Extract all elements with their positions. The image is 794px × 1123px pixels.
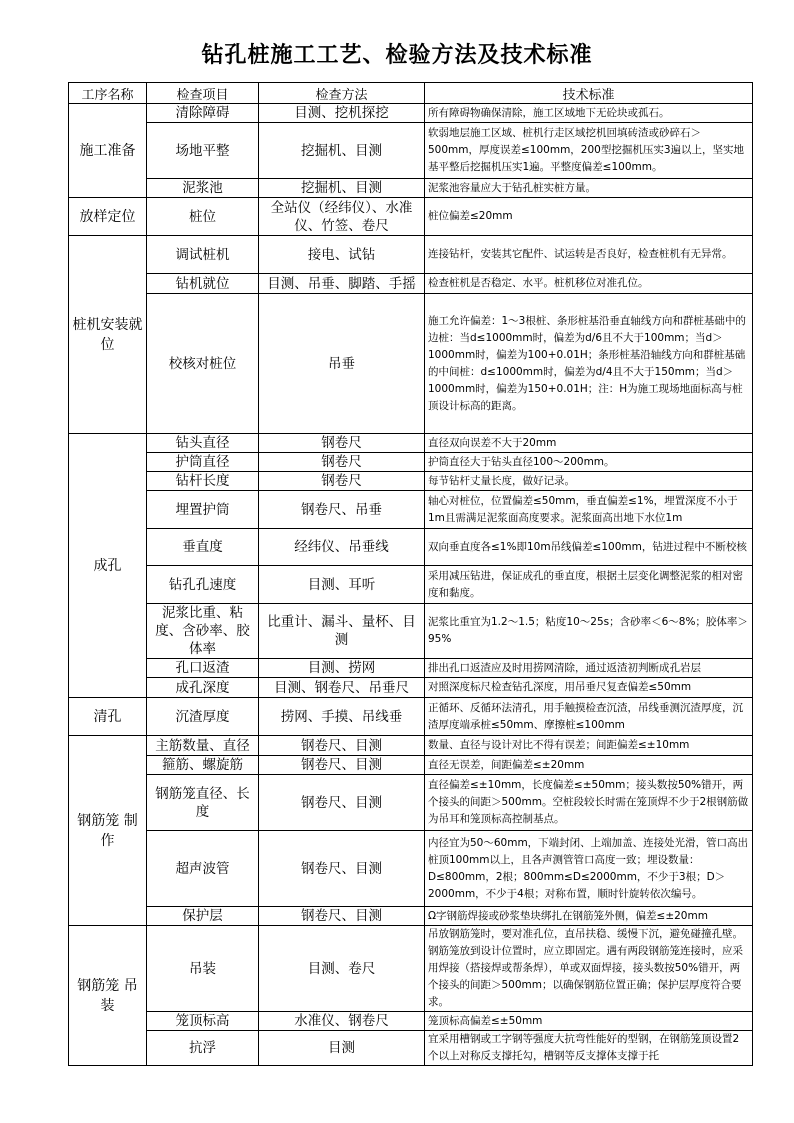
technical-standard-cell: 宜采用槽钢或工字钢等强度大抗弯性能好的型钢，在钢筋笼顶设置2个以上对称反支撑托勾，槽钢等反支撑体支撑于托 xyxy=(425,1031,753,1066)
check-item-cell: 校核对桩位 xyxy=(147,294,259,434)
technical-standard-cell: 检查桩机是否稳定、水平。桩机移位对准孔位。 xyxy=(425,274,753,294)
check-method-cell: 接电、试钻 xyxy=(259,236,425,274)
technical-standard-cell: 连接钻杆，安装其它配件、试运转是否良好，检查桩机有无异常。 xyxy=(425,236,753,274)
check-method-cell: 挖掘机、目测 xyxy=(259,123,425,179)
technical-standard-cell: 施工允许偏差：1～3根桩、条形桩基沿垂直轴线方向和群桩基础中的边桩：当d≤1000mm时，偏差为d/6且不大于100mm；当d＞1000mm时，偏差为100+0.01H；条形桩基沿轴线方向和群桩基础的中间桩：d≤1000mm时，偏差为d/4且不大于150mm；当d＞1000mm时，偏差为150+0.01H；注：H为施工现场地面标高与桩顶设计标高的距离。 xyxy=(425,294,753,434)
table-row xyxy=(69,453,753,472)
table-row xyxy=(69,907,753,926)
check-method-cell: 水准仪、钢卷尺 xyxy=(259,1012,425,1031)
table-row xyxy=(69,604,753,659)
process-name-cell: 钢筋笼 制作 xyxy=(69,736,147,926)
technical-standard-cell: 吊放钢筋笼时，要对准孔位，直吊扶稳、缓慢下沉，避免碰撞孔壁。钢筋笼放到设计位置时，应立即固定。遇有两段钢筋笼连接时，应采用焊接（搭接焊或帮条焊），单或双面焊接，接头数按50%错开，两个接头的间距＞500mm；以确保钢筋位置正确；保护层厚度符合要求。 xyxy=(425,926,753,1012)
check-method-cell: 目测、吊垂、脚踏、手摇 xyxy=(259,274,425,294)
check-item-cell: 垂直度 xyxy=(147,529,259,566)
technical-standard-cell: 对照深度标尺检查钻孔深度，用吊垂尺复查偏差≤50mm xyxy=(425,678,753,698)
document-title: 钻孔桩施工工艺、检验方法及技术标准 xyxy=(201,42,593,68)
technical-standard-cell: 桩位偏差≤20mm xyxy=(425,198,753,236)
check-item-cell: 钻杆长度 xyxy=(147,472,259,491)
check-method-cell: 目测、钢卷尺、吊垂尺 xyxy=(259,678,425,698)
table-row xyxy=(69,1031,753,1066)
check-method-cell: 钢卷尺、目测 xyxy=(259,831,425,907)
inspection-table xyxy=(68,82,753,1066)
process-name-cell: 桩机安装就位 xyxy=(69,236,147,434)
process-name-cell: 放样定位 xyxy=(69,198,147,236)
check-item-cell: 笼顶标高 xyxy=(147,1012,259,1031)
table-row xyxy=(69,756,753,775)
technical-standard-cell: 排出孔口返渣应及时用捞网清除，通过返渣初判断成孔岩层 xyxy=(425,659,753,678)
technical-standard-cell: 笼顶标高偏差≤±50mm xyxy=(425,1012,753,1031)
process-name-cell: 施工准备 xyxy=(69,104,147,198)
check-item-cell: 泥浆比重、粘度、含砂率、胶体率 xyxy=(147,604,259,659)
check-item-cell: 埋置护筒 xyxy=(147,491,259,529)
check-method-cell: 全站仪（经纬仪）、水准仪、竹签、卷尺 xyxy=(259,198,425,236)
check-method-cell: 比重计、漏斗、量杯、目测 xyxy=(259,604,425,659)
table-row xyxy=(69,434,753,453)
check-method-cell: 目测、捞网 xyxy=(259,659,425,678)
header-standard: 技术标准 xyxy=(425,83,753,104)
check-method-cell: 钢卷尺 xyxy=(259,472,425,491)
check-item-cell: 成孔深度 xyxy=(147,678,259,698)
check-method-cell: 钢卷尺、目测 xyxy=(259,907,425,926)
check-item-cell: 保护层 xyxy=(147,907,259,926)
check-item-cell: 泥浆池 xyxy=(147,179,259,198)
technical-standard-cell: 直径双向误差不大于20mm xyxy=(425,434,753,453)
table-row xyxy=(69,831,753,907)
technical-standard-cell: Ω字钢筋焊接或砂浆垫块绑扎在钢筋笼外侧，偏差≤±20mm xyxy=(425,907,753,926)
process-name-cell: 钢筋笼 吊装 xyxy=(69,926,147,1066)
check-method-cell: 吊垂 xyxy=(259,294,425,434)
process-name-cell: 清孔 xyxy=(69,698,147,736)
check-method-cell: 捞网、手摸、吊线垂 xyxy=(259,698,425,736)
check-item-cell: 孔口返渣 xyxy=(147,659,259,678)
check-item-cell: 主筋数量、直径 xyxy=(147,736,259,756)
technical-standard-cell: 双向垂直度各≤1%即10m吊线偏差≤100mm，钻进过程中不断校核 xyxy=(425,529,753,566)
table-row xyxy=(69,123,753,179)
table-row xyxy=(69,698,753,736)
header-row xyxy=(69,83,753,104)
table-row xyxy=(69,566,753,604)
check-method-cell: 钢卷尺 xyxy=(259,453,425,472)
check-item-cell: 钢筋笼直径、长度 xyxy=(147,775,259,831)
table-row xyxy=(69,736,753,756)
check-item-cell: 桩位 xyxy=(147,198,259,236)
check-method-cell: 钢卷尺、吊垂 xyxy=(259,491,425,529)
check-method-cell: 目测、挖机探挖 xyxy=(259,104,425,123)
check-method-cell: 目测、卷尺 xyxy=(259,926,425,1012)
table-row xyxy=(69,236,753,274)
table-row xyxy=(69,659,753,678)
check-method-cell: 目测 xyxy=(259,1031,425,1066)
table-row xyxy=(69,179,753,198)
table-row xyxy=(69,529,753,566)
check-item-cell: 抗浮 xyxy=(147,1031,259,1066)
check-item-cell: 场地平整 xyxy=(147,123,259,179)
technical-standard-cell: 软弱地层施工区域、桩机行走区域挖机回填砖渣或砂碎石＞500mm，厚度误差≤100mm，200型挖掘机压实3遍以上，坚实地基平整后挖掘机压实1遍。平整度偏差≤100mm。 xyxy=(425,123,753,179)
technical-standard-cell: 内径宜为50～60mm，下端封闭、上端加盖、连接处光滑，管口高出桩顶100mm以上，且各声测管管口高度一致；埋设数量：D≤800mm，2根；800mm≤D≤2000mm，不少于3根；D＞2000mm，不少于4根；对称布置，顺时针旋转依次编号。 xyxy=(425,831,753,907)
check-item-cell: 清除障碍 xyxy=(147,104,259,123)
technical-standard-cell: 所有障碍物确保清除，施工区域地下无砼块或孤石。 xyxy=(425,104,753,123)
table-row xyxy=(69,198,753,236)
table-row xyxy=(69,678,753,698)
table-row xyxy=(69,294,753,434)
technical-standard-cell: 采用减压钻进，保证成孔的垂直度，根据土层变化调整泥浆的相对密度和黏度。 xyxy=(425,566,753,604)
check-item-cell: 调试桩机 xyxy=(147,236,259,274)
technical-standard-cell: 泥浆池容量应大于钻孔桩实桩方量。 xyxy=(425,179,753,198)
table-row xyxy=(69,1012,753,1031)
check-method-cell: 钢卷尺 xyxy=(259,434,425,453)
process-name-cell: 成孔 xyxy=(69,434,147,698)
technical-standard-cell: 泥浆比重宜为1.2～1.5；粘度10～25s；含砂率＜6～8%；胶体率＞95% xyxy=(425,604,753,659)
table-row xyxy=(69,274,753,294)
technical-standard-cell: 数量、直径与设计对比不得有误差；间距偏差≤±10mm xyxy=(425,736,753,756)
check-item-cell: 吊装 xyxy=(147,926,259,1012)
technical-standard-cell: 直径无误差，间距偏差≤±20mm xyxy=(425,756,753,775)
table-body xyxy=(69,104,753,1066)
check-method-cell: 钢卷尺、目测 xyxy=(259,775,425,831)
check-method-cell: 经纬仪、吊垂线 xyxy=(259,529,425,566)
check-method-cell: 挖掘机、目测 xyxy=(259,179,425,198)
header-method: 检查方法 xyxy=(259,83,425,104)
check-item-cell: 沉渣厚度 xyxy=(147,698,259,736)
check-method-cell: 钢卷尺、目测 xyxy=(259,756,425,775)
technical-standard-cell: 直径偏差≤±10mm，长度偏差≤±50mm；接头数按50%错开，两个接头的间距＞500mm。空桩段较长时需在笼顶焊不少于2根钢筋做为吊耳和笼顶标高控制基点。 xyxy=(425,775,753,831)
header-process: 工序名称 xyxy=(69,83,147,104)
technical-standard-cell: 轴心对桩位，位置偏差≤50mm，垂直偏差≤1%，埋置深度不小于1m且需满足泥浆面高度要求。泥浆面高出地下水位1m xyxy=(425,491,753,529)
check-method-cell: 钢卷尺、目测 xyxy=(259,736,425,756)
table-row xyxy=(69,491,753,529)
check-item-cell: 护筒直径 xyxy=(147,453,259,472)
check-item-cell: 钻头直径 xyxy=(147,434,259,453)
check-item-cell: 钻孔孔速度 xyxy=(147,566,259,604)
table-row xyxy=(69,775,753,831)
technical-standard-cell: 护筒直径大于钻头直径100～200mm。 xyxy=(425,453,753,472)
technical-standard-cell: 正循环、反循环法清孔，用手触摸检查沉渣，吊线垂测沉渣厚度，沉渣厚度端承桩≤50mm、摩擦桩≤100mm xyxy=(425,698,753,736)
check-item-cell: 超声波管 xyxy=(147,831,259,907)
check-item-cell: 钻机就位 xyxy=(147,274,259,294)
table-row xyxy=(69,472,753,491)
technical-standard-cell: 每节钻杆丈量长度，做好记录。 xyxy=(425,472,753,491)
table-row xyxy=(69,104,753,123)
header-item: 检查项目 xyxy=(147,83,259,104)
check-item-cell: 箍筋、螺旋筋 xyxy=(147,756,259,775)
check-method-cell: 目测、耳听 xyxy=(259,566,425,604)
table-row xyxy=(69,926,753,1012)
